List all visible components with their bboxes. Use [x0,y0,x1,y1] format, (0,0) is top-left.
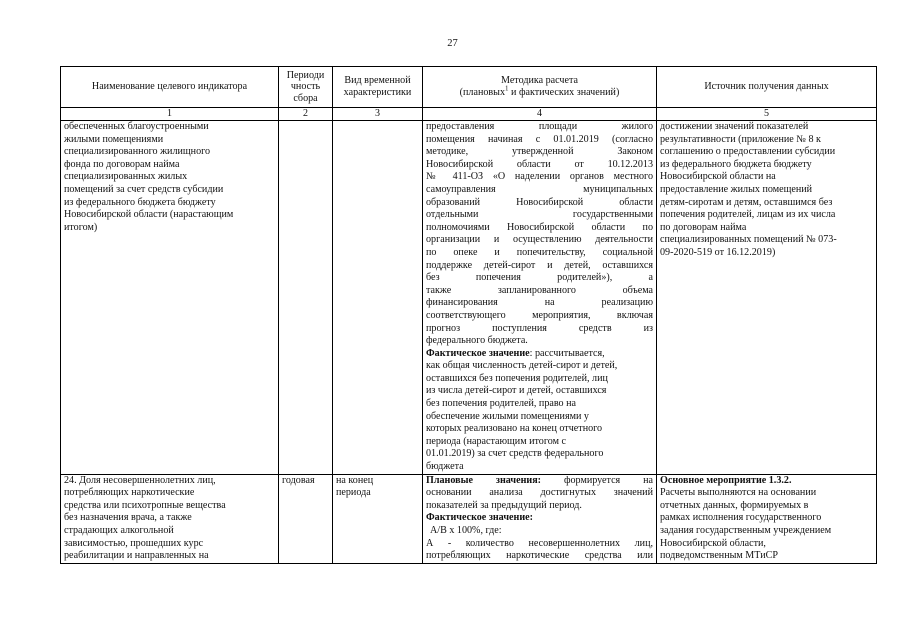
footnote-marker: 1 [505,84,509,93]
indicator-table [60,66,877,564]
column-number: 4 [423,108,657,121]
column-number: 5 [657,108,877,121]
header-periodicity: Периоди чность сбора [279,67,333,108]
time-characteristic-cell [333,121,423,475]
plan-value-label: Плановые значения: [426,474,542,486]
header-time-characteristic: Вид временной характеристики [333,67,423,108]
periodicity-cell: годовая [279,474,333,563]
table-row [61,474,877,563]
header-row [61,67,877,108]
fact-value-label: Фактическое значение [426,347,530,359]
page-number: 27 [447,38,458,49]
header-calculation-method [423,67,657,108]
column-number: 2 [279,108,333,121]
header-method-title: Методика расчета [500,75,579,86]
table-row [61,121,877,475]
data-source-cell: достижении значений показателей результативности (приложение № 8 к соглашению о предоставлении субсидии из федерального бюджета бюджету Новосибирской области на предоставление жилых помещений детям-сиротам и детям, оставшимся без попечения родителей, лицам из их числа по договорам найма специализированных помещений № 073- 09-2020-519 от 16.12.2019) [657,121,877,475]
header-data-source: Источник получения данных [657,67,877,108]
indicator-name-cell: 24. Доля несовершеннолетних лиц, потребляющих наркотические средства или психотропные вещества без назначения врача, а также страдающих алкогольной зависимостью, прошедших курс реабилитации и направленных на [61,474,279,563]
time-characteristic-cell: на конец периода [333,474,423,563]
header-indicator-name: Наименование целевого индикатора [61,67,279,108]
data-source-cell: Основное мероприятие 1.3.2. Расчеты выполняются на основании отчетных данных, формируемых в рамках исполнения государственного задания государственным учреждением Новосибирской области, подведомственным МТиСР [657,474,877,563]
calculation-method-cell: Плановые значения: формируется на основании анализа достигнутых значений показателей за предыдущий период. Фактическое значение: А/В х 100%, где: А - количество несовершеннолетних лиц, потребляющих наркотические средства или [423,474,657,563]
main-activity-title: Основное мероприятие 1.3.2. [660,474,792,486]
indicator-name-cell: обеспеченных благоустроенными жилыми помещениями специализированного жилищного фонда по договорам найма специализированных жилых помещений за счет средств субсидии из федерального бюджета бюджету Новосибирской области (нарастающим итогом) [61,121,279,475]
column-number: 3 [333,108,423,121]
column-number: 1 [61,108,279,121]
header-method-subtitle: (плановых$^1$ и фактических значений) [459,84,620,98]
fact-value-label: Фактическое значение: [426,512,533,524]
periodicity-cell [279,121,333,475]
formula: А/В х 100%, где: [430,525,502,536]
column-number-row [61,108,877,121]
calculation-method-cell: предоставления площади жилого помещения начиная с 01.01.2019 (согласно методике, утвержденной Законом Новосибирской области от 10.12.2013 № 411-ОЗ «О наделении органов местного самоуправления муниципальных образований Новосибирской области отдельными государственными полномочиями Новосибирской области по организации и осуществлению деятельности по опеке и попечительству, социальной поддержке детей-сирот и детей, оставшихся без попечения родителей»), а также запланированного объема финансирования на реализацию соответствующего мероприятия, включая прогноз поступления средств из федерального бюджета. Фактическое значение: рассчитывается, как общая численность детей-сирот и детей, оставшихся без попечения родителей, лиц из числа детей-сирот и детей, оставшихся без попечения родителей, право на обеспечение жилыми помещениями у которых реализовано на конец отчетного периода (нарастающим итогом с 01.01.2019) за счет средств федерального бюджета [423,121,657,475]
